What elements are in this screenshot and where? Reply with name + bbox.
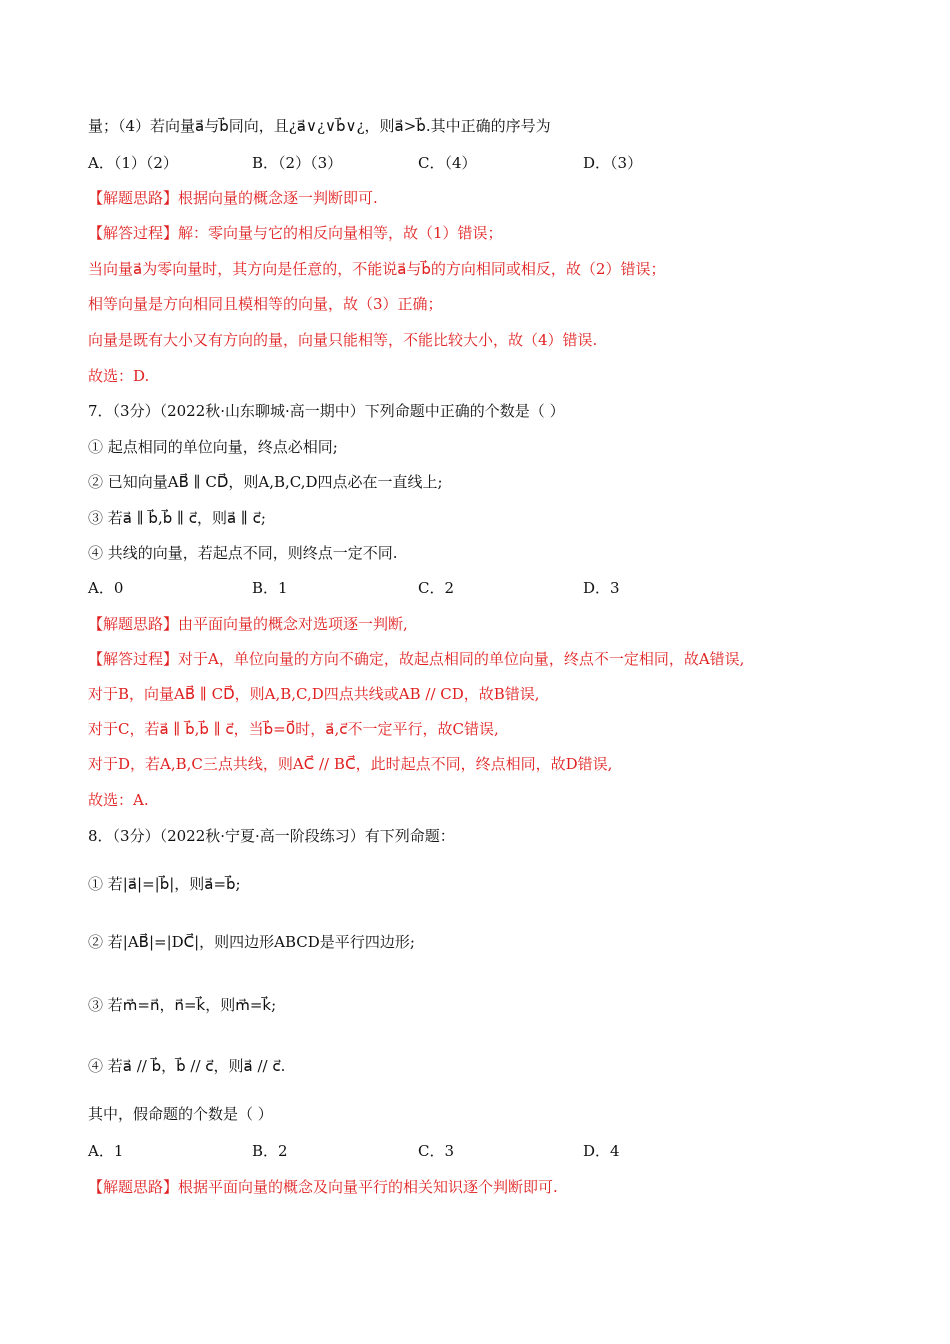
q8-option-a: A．1 [88, 1142, 124, 1160]
q7-option-d: D．3 [583, 579, 620, 597]
q7-option-a: A．0 [88, 579, 124, 597]
prev-solution-line: 相等向量是方向相同且模相等的向量，故（3）正确； [88, 295, 443, 313]
q8-item: ④ 若a⃗ // b⃗，b⃗ // c⃗，则a⃗ // c⃗. [88, 1057, 286, 1075]
q7-item: ① 起点相同的单位向量，终点必相同; [88, 438, 338, 456]
q7-solution-line: 【解答过程】对于A，单位向量的方向不确定，故起点相同的单位向量，终点不一定相同，故A错误, [88, 650, 745, 668]
q8-option-d: D．4 [583, 1142, 620, 1160]
prev-option-d: D．（3） [583, 154, 643, 172]
q7-option-b: B．1 [252, 579, 288, 597]
q7-item: ③ 若a⃗ ∥ b⃗,b⃗ ∥ c⃗，则a⃗ ∥ c⃗; [88, 509, 266, 527]
prev-solution-line: 当向量a⃗为零向量时，其方向是任意的，不能说a⃗与b⃗的方向相同或相反，故（2）错误； [88, 260, 666, 278]
prev-solution-line: 【解答过程】解：零向量与它的相反向量相等，故（1）错误； [88, 224, 503, 242]
prev-question-tail: 量；（4）若向量a⃗与b⃗同向，且¿a⃗∨¿∨b⃗∨¿，则a⃗>b⃗.其中正确的序号为 [88, 117, 551, 135]
q8-question: 其中，假命题的个数是（ ） [88, 1105, 273, 1123]
prev-option-a: A．（1）（2） [88, 154, 178, 172]
q7-answer: 故选：A. [88, 791, 149, 809]
prev-answer: 故选：D. [88, 367, 150, 385]
prev-solution-line: 向量是既有大小又有方向的量，向量只能相等，不能比较大小，故（4）错误. [88, 331, 598, 349]
q8-item: ① 若|a⃗|=|b⃗|，则a⃗=b⃗; [88, 875, 241, 893]
q7-stem: 7．（3分）（2022秋·山东聊城·高一期中）下列命题中正确的个数是（ ） [88, 402, 565, 420]
prev-option-c: C．（4） [418, 154, 477, 172]
q8-option-b: B．2 [252, 1142, 288, 1160]
prev-solution-idea: 【解题思路】根据向量的概念逐一判断即可. [88, 189, 378, 207]
prev-option-b: B．（2）（3） [252, 154, 343, 172]
q8-stem: 8．（3分）（2022秋·宁夏·高一阶段练习）有下列命题： [88, 827, 455, 845]
q7-solution-line: 对于D，若A,B,C三点共线，则AC⃗ // BC⃗，此时起点不同，终点相同，故D错误, [88, 755, 613, 773]
q8-item: ② 若|AB⃗|=|DC⃗|，则四边形ABCD是平行四边形; [88, 933, 415, 951]
q7-item: ② 已知向量AB⃗ ∥ CD⃗，则A,B,C,D四点必在一直线上; [88, 473, 443, 491]
q8-item: ③ 若m⃗=n⃗，n⃗=k⃗，则m⃗=k⃗; [88, 996, 277, 1014]
q7-solution-idea: 【解题思路】由平面向量的概念对选项逐一判断, [88, 615, 408, 633]
q7-solution-line: 对于C，若a⃗ ∥ b⃗,b⃗ ∥ c⃗，当b⃗=0⃗时，a⃗,c⃗不一定平行，故C错误, [88, 720, 499, 738]
q8-option-c: C．3 [418, 1142, 455, 1160]
q7-option-c: C．2 [418, 579, 455, 597]
q8-solution-idea: 【解题思路】根据平面向量的概念及向量平行的相关知识逐个判断即可. [88, 1178, 558, 1196]
q7-item: ④ 共线的向量，若起点不同，则终点一定不同. [88, 544, 398, 562]
q7-solution-line: 对于B，向量AB⃗ ∥ CD⃗，则A,B,C,D四点共线或AB // CD，故B错误, [88, 685, 540, 703]
